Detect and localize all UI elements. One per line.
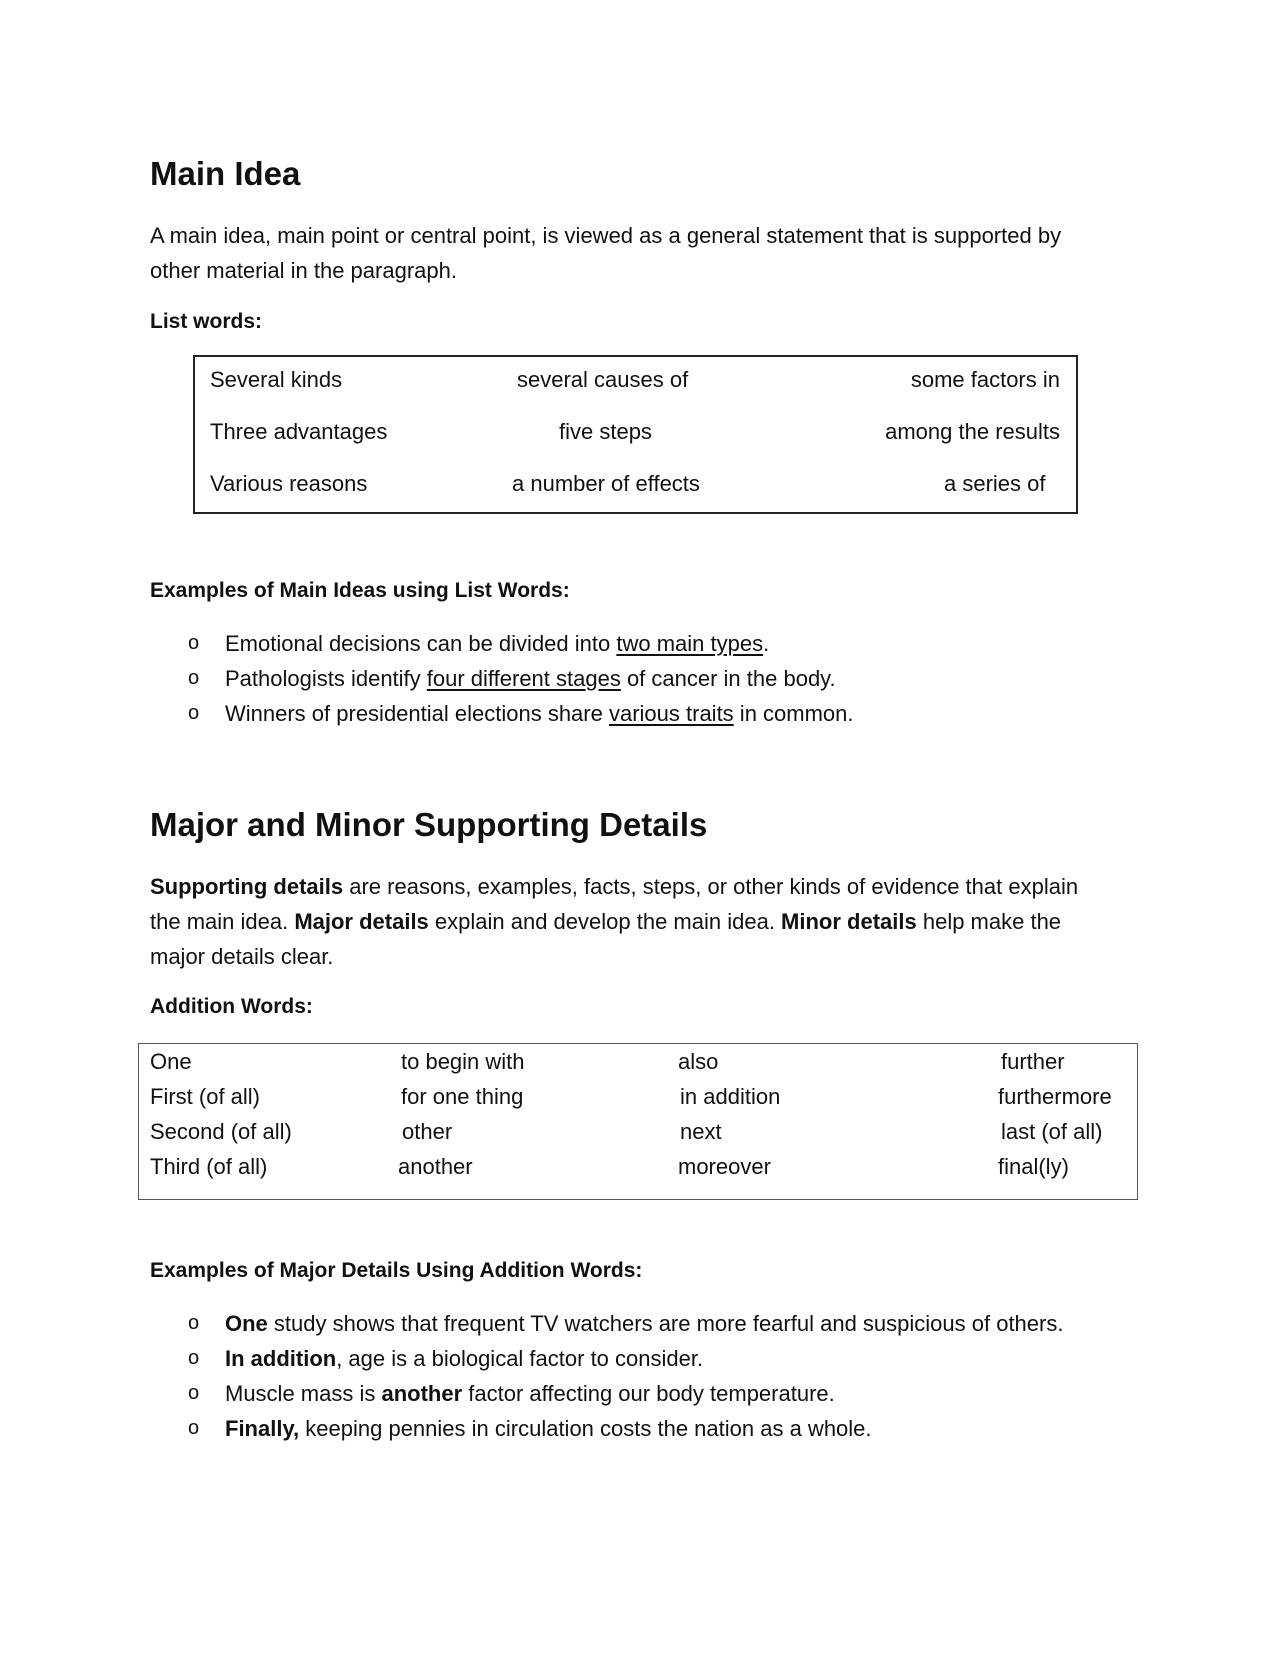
list-word-cell: Several kinds <box>210 367 343 392</box>
addition-word-cell: also <box>678 1049 719 1074</box>
list-word-cell: a number of effects <box>512 471 700 496</box>
addition-word-cell: another <box>398 1154 473 1179</box>
addition-word-cell: furthermore <box>998 1084 1112 1109</box>
supporting-paragraph-line2: the main idea. Major details explain and develop the main idea. Minor details help make the <box>150 909 1062 934</box>
addition-word-cell: in addition <box>680 1084 781 1109</box>
list-word-cell: some factors in <box>910 367 1060 392</box>
addition-word-cell: next <box>680 1119 722 1144</box>
bullet-icon: o <box>188 632 200 654</box>
list-item: Muscle mass is another factor affecting our body temperature. <box>225 1381 835 1406</box>
list-words-heading: List words: <box>150 310 263 333</box>
list-item: In addition, age is a biological factor to consider. <box>225 1346 704 1371</box>
supporting-details-title: Major and Minor Supporting Details <box>150 806 708 843</box>
addition-word-cell: First (of all) <box>150 1084 260 1109</box>
supporting-paragraph-line1: Supporting details are reasons, examples, facts, steps, or other kinds of evidence that explain <box>150 874 1079 899</box>
bullet-icon: o <box>188 1417 200 1439</box>
list-word-cell: five steps <box>559 419 652 444</box>
list-item: Emotional decisions can be divided into two main types. <box>225 631 770 656</box>
addition-word-cell: other <box>402 1119 453 1144</box>
addition-word-cell: One <box>150 1049 192 1074</box>
major-details-examples-heading: Examples of Major Details Using Addition Words: <box>150 1259 643 1282</box>
main-idea-title: Main Idea <box>150 155 301 192</box>
bullet-icon: o <box>188 1347 200 1369</box>
addition-word-cell: for one thing <box>401 1084 524 1109</box>
bullet-icon: o <box>188 702 200 724</box>
addition-word-cell: final(ly) <box>998 1154 1069 1179</box>
list-item: Winners of presidential elections share various traits in common. <box>225 701 854 726</box>
bullet-icon: o <box>188 1382 200 1404</box>
addition-word-cell: further <box>1001 1049 1065 1074</box>
list-word-cell: a series of <box>944 471 1046 496</box>
supporting-paragraph-line3: major details clear. <box>150 944 334 969</box>
addition-word-cell: Second (of all) <box>150 1119 292 1144</box>
list-item: One study shows that frequent TV watchers are more fearful and suspicious of others. <box>225 1311 1064 1336</box>
main-idea-definition-line1: A main idea, main point or central point, is viewed as a general statement that is supported by <box>150 223 1062 248</box>
bullet-icon: o <box>188 1312 200 1334</box>
addition-word-cell: last (of all) <box>1001 1119 1103 1144</box>
addition-words-heading: Addition Words: <box>150 995 313 1018</box>
list-word-cell: Three advantages <box>210 419 388 444</box>
main-idea-examples-heading: Examples of Main Ideas using List Words: <box>150 579 570 602</box>
addition-word-cell: to begin with <box>401 1049 525 1074</box>
addition-word-cell: Third (of all) <box>150 1154 268 1179</box>
main-idea-definition-line2: other material in the paragraph. <box>150 258 457 283</box>
list-word-cell: several causes of <box>517 367 689 392</box>
list-item: Pathologists identify four different stages of cancer in the body. <box>225 666 836 691</box>
addition-word-cell: moreover <box>678 1154 771 1179</box>
list-word-cell: Various reasons <box>210 471 368 496</box>
list-item: Finally, keeping pennies in circulation costs the nation as a whole. <box>225 1416 872 1441</box>
bullet-icon: o <box>188 667 200 689</box>
list-word-cell: among the results <box>885 419 1060 444</box>
